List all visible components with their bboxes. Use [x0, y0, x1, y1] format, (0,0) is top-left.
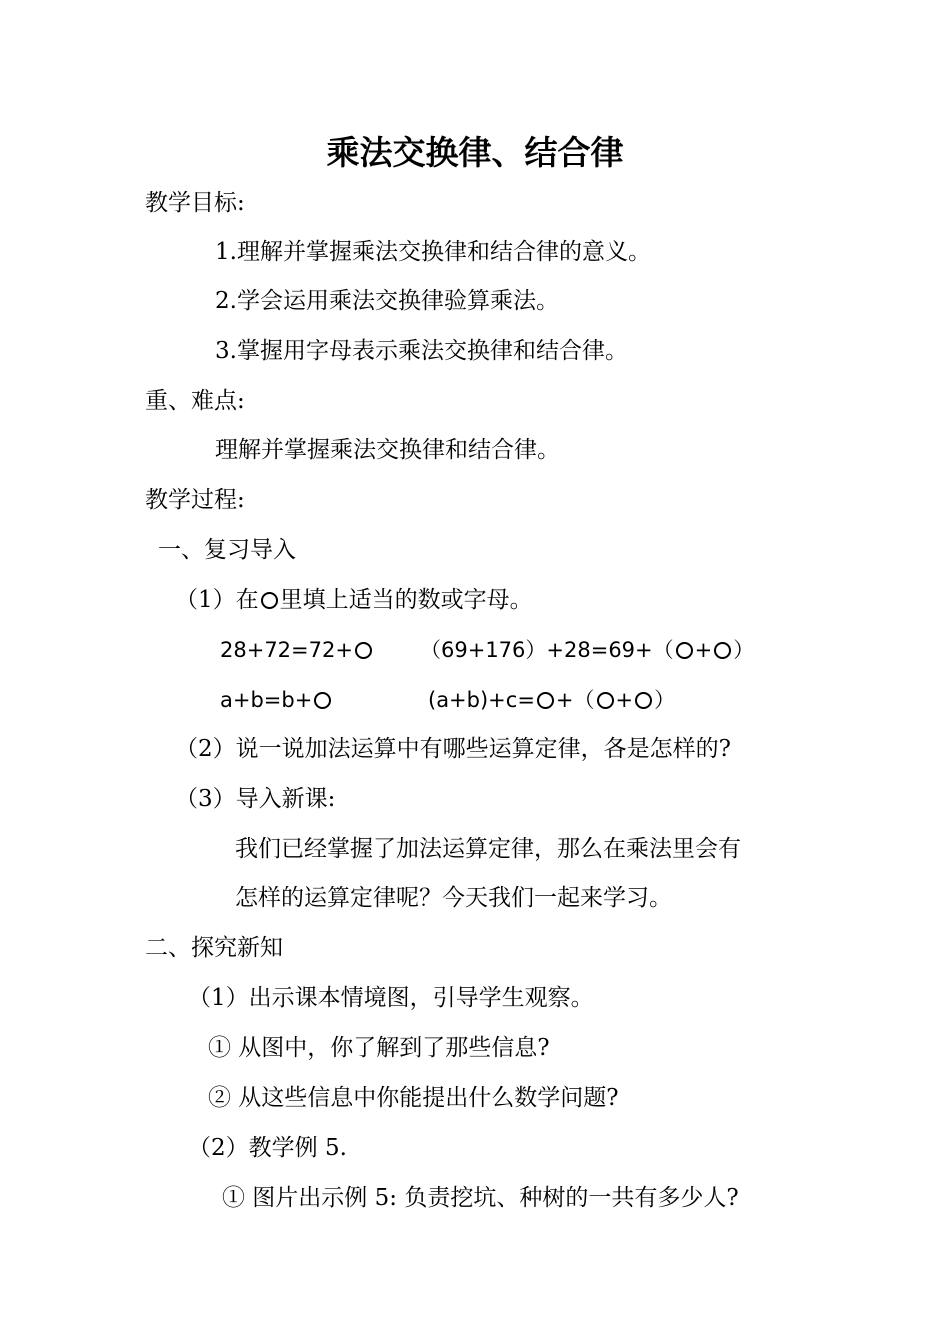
objectives-heading: 教学目标:	[145, 190, 245, 216]
review-item-3: （3）导入新课:	[175, 786, 336, 812]
review-item-2: （2）说一说加法运算中有哪些运算定律，各是怎样的?	[175, 736, 731, 762]
equation-1a	[220, 635, 374, 665]
document-title: 乘法交换律、结合律	[326, 133, 624, 172]
blank-circle-icon	[355, 642, 372, 659]
blank-circle-icon	[261, 592, 278, 609]
equation-1b-post: ）	[733, 638, 755, 662]
equation-2b-pre: (a+b)+c=	[428, 688, 535, 712]
objective-item-3: 3.掌握用字母表示乘法交换律和结合律。	[215, 338, 628, 364]
blank-circle-icon	[314, 692, 331, 709]
explore-item-2: （2）教学例 5.	[188, 1135, 347, 1161]
equation-2b-post: ）	[654, 688, 676, 712]
intro-line-2: 怎样的运算定律呢？今天我们一起来学习。	[235, 885, 672, 911]
equation-1b-pre: （69+176）+28=69+（	[420, 638, 674, 662]
equation-1a-text: 28+72=72+	[220, 638, 353, 662]
process-heading: 教学过程:	[145, 487, 245, 513]
equation-2b-mid1: +（	[555, 688, 595, 712]
equation-2b-mid2: +	[615, 688, 634, 712]
blank-circle-icon	[597, 692, 614, 709]
example-5-line: ① 图片出示例 5: 负责挖坑、种树的一共有多少人?	[222, 1185, 739, 1211]
equation-2a	[220, 685, 333, 715]
equation-2a-text: a+b=b+	[220, 688, 313, 712]
review-item-1-tail: 里填上适当的数或字母。	[279, 587, 533, 613]
key-points-heading: 重、难点:	[145, 388, 245, 414]
blank-circle-icon	[714, 642, 731, 659]
equation-2b	[428, 685, 675, 715]
equation-1b-mid: +	[694, 638, 713, 662]
section1-heading: 一、复习导入	[158, 537, 296, 563]
intro-line-1: 我们已经掌握了加法运算定律，那么在乘法里会有	[235, 836, 741, 862]
review-item-1-text: （1）在	[175, 587, 259, 613]
blank-circle-icon	[676, 642, 693, 659]
key-points-text: 理解并掌握乘法交换律和结合律。	[215, 437, 560, 463]
objective-item-1: 1.理解并掌握乘法交换律和结合律的意义。	[215, 239, 651, 265]
blank-circle-icon	[635, 692, 652, 709]
explore-item-1: （1）出示课本情境图，引导学生观察。	[188, 985, 594, 1011]
equation-1b	[420, 635, 754, 665]
section2-heading: 二、探究新知	[145, 935, 283, 961]
blank-circle-icon	[537, 692, 554, 709]
explore-question-1: ① 从图中，你了解到了那些信息?	[208, 1035, 550, 1061]
objective-item-2: 2.学会运用乘法交换律验算乘法。	[215, 288, 559, 314]
review-item-1	[175, 585, 533, 615]
explore-question-2: ② 从这些信息中你能提出什么数学问题?	[208, 1085, 619, 1111]
